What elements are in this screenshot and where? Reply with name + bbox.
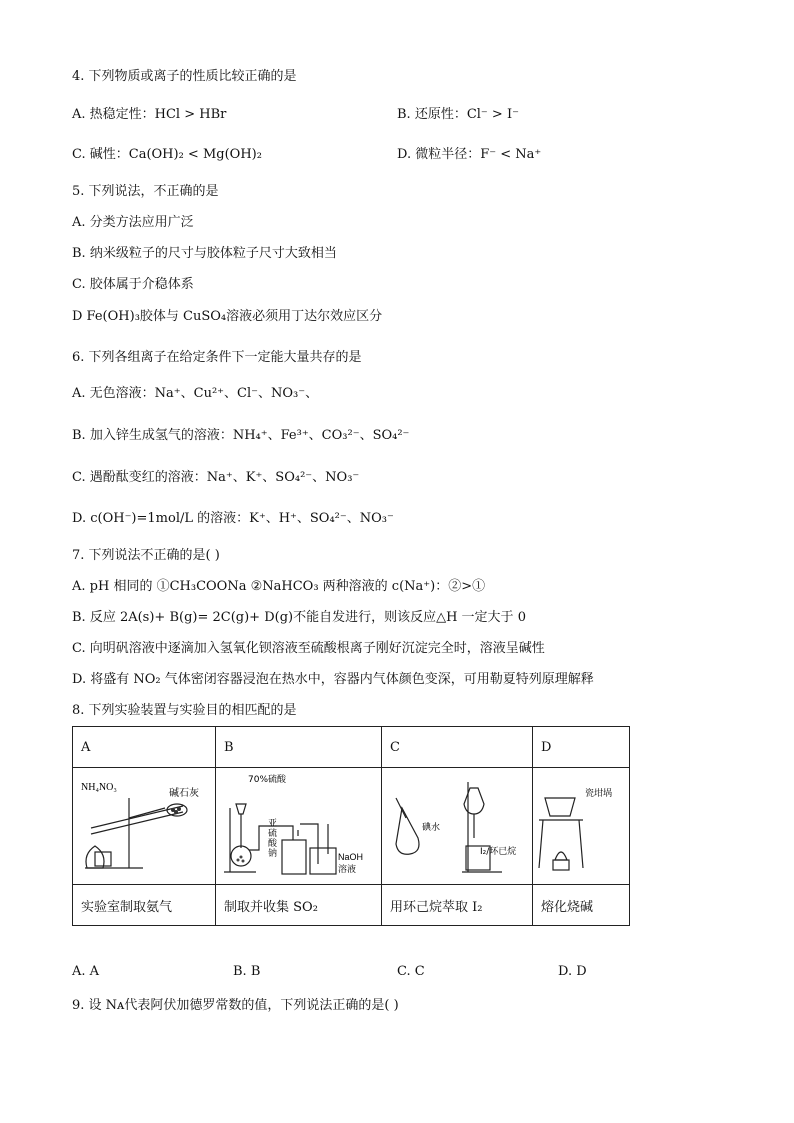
q4-option-a: A. 热稳定性：HCl > HBr xyxy=(72,107,227,122)
apparatus-b-diagram xyxy=(216,768,381,884)
q7-stem: 7. 下列说法不正确的是( ) xyxy=(72,548,220,563)
label-sulfite-3: 酸 xyxy=(268,839,278,849)
apparatus-table xyxy=(72,726,630,926)
q8-choice-a: A. A xyxy=(72,964,100,979)
q5-option-a: A. 分类方法应用广泛 xyxy=(72,215,194,230)
label-nh4no3: NH₄NO₃ xyxy=(81,782,117,793)
q6-option-a: A. 无色溶液：Na⁺、Cu²⁺、Cl⁻、NO₃⁻、 xyxy=(72,386,319,401)
q7-option-d: D. 将盛有 NO₂ 气体密闭容器浸泡在热水中，容器内气体颜色变深，可用勒夏特列原理解释 xyxy=(72,672,594,687)
q5-option-d: D Fe(OH)₃胶体与 CuSO₄溶液必须用丁达尔效应区分 xyxy=(72,309,383,324)
q4-option-d: D. 微粒半径：F⁻ < Na⁺ xyxy=(397,147,542,162)
q4-option-c: C. 碱性：Ca(OH)₂ < Mg(OH)₂ xyxy=(72,147,262,162)
caption-d: 熔化烧碱 xyxy=(533,885,630,926)
q8-stem: 8. 下列实验装置与实验目的相匹配的是 xyxy=(72,703,297,718)
q6-option-d: D. c(OH⁻)=1mol/L 的溶液：K⁺、H⁺、SO₄²⁻、NO₃⁻ xyxy=(72,511,394,526)
q4-option-b: B. 还原性：Cl⁻ > I⁻ xyxy=(397,107,519,122)
apparatus-a-diagram xyxy=(73,768,215,884)
label-soda-lime: 碱石灰 xyxy=(169,788,199,799)
q6-stem: 6. 下列各组离子在给定条件下一定能大量共存的是 xyxy=(72,350,362,365)
label-sulfite-1: 亚 xyxy=(268,819,278,829)
q5-stem: 5. 下列说法，不正确的是 xyxy=(72,184,219,199)
apparatus-d-cell xyxy=(533,768,630,885)
q8-choice-c: C. C xyxy=(397,964,425,979)
q7-option-a: A. pH 相同的 ①CH₃COONa ②NaHCO₃ 两种溶液的 c(Na⁺)：②>① xyxy=(72,579,486,594)
q7-option-b: B. 反应 2A(s)+ B(g)= 2C(g)+ D(g)不能自发进行，则该反应△H 一定大于 0 xyxy=(72,610,526,625)
apparatus-c-cell xyxy=(382,768,533,885)
caption-b: 制取并收集 SO₂ xyxy=(216,885,382,926)
label-crucible: 瓷坩埚 xyxy=(585,789,613,799)
label-sulfite-2: 硫 xyxy=(268,829,278,839)
header-a: A xyxy=(73,727,216,768)
label-70-sulfuric: 70%硫酸 xyxy=(248,775,287,785)
apparatus-c-diagram xyxy=(382,768,532,884)
q8-choice-b: B. B xyxy=(233,964,261,979)
apparatus-b-cell xyxy=(216,768,382,885)
label-sulfite-4: 钠 xyxy=(268,849,278,859)
label-naoh: NaOH xyxy=(338,852,364,862)
q5-option-b: B. 纳米级粒子的尺寸与胶体粒子尺寸大致相当 xyxy=(72,246,337,261)
caption-c: 用环己烷萃取 I₂ xyxy=(382,885,533,926)
q4-stem: 4. 下列物质或离子的性质比较正确的是 xyxy=(72,69,297,84)
label-solution: 溶液 xyxy=(338,865,357,875)
apparatus-d-diagram xyxy=(533,768,629,884)
q6-option-c: C. 遇酚酞变红的溶液：Na⁺、K⁺、SO₄²⁻、NO₃⁻ xyxy=(72,470,360,485)
q8-choice-d: D. D xyxy=(558,964,587,979)
q5-option-c: C. 胶体属于介稳体系 xyxy=(72,277,194,292)
q6-option-b: B. 加入锌生成氢气的溶液：NH₄⁺、Fe³⁺、CO₃²⁻、SO₄²⁻ xyxy=(72,428,410,443)
apparatus-a-cell xyxy=(73,768,216,885)
label-hexane: I₂/环已烷 xyxy=(480,847,517,857)
header-b: B xyxy=(216,727,382,768)
q9-stem: 9. 设 Nᴀ代表阿伏加德罗常数的值，下列说法正确的是( ) xyxy=(72,998,399,1013)
q7-option-c: C. 向明矾溶液中逐滴加入氢氧化钡溶液至硫酸根离子刚好沉淀完全时，溶液呈碱性 xyxy=(72,641,545,656)
label-iodine-water: 碘水 xyxy=(422,823,441,833)
header-d: D xyxy=(533,727,630,768)
caption-a: 实验室制取氨气 xyxy=(73,885,216,926)
header-c: C xyxy=(382,727,533,768)
